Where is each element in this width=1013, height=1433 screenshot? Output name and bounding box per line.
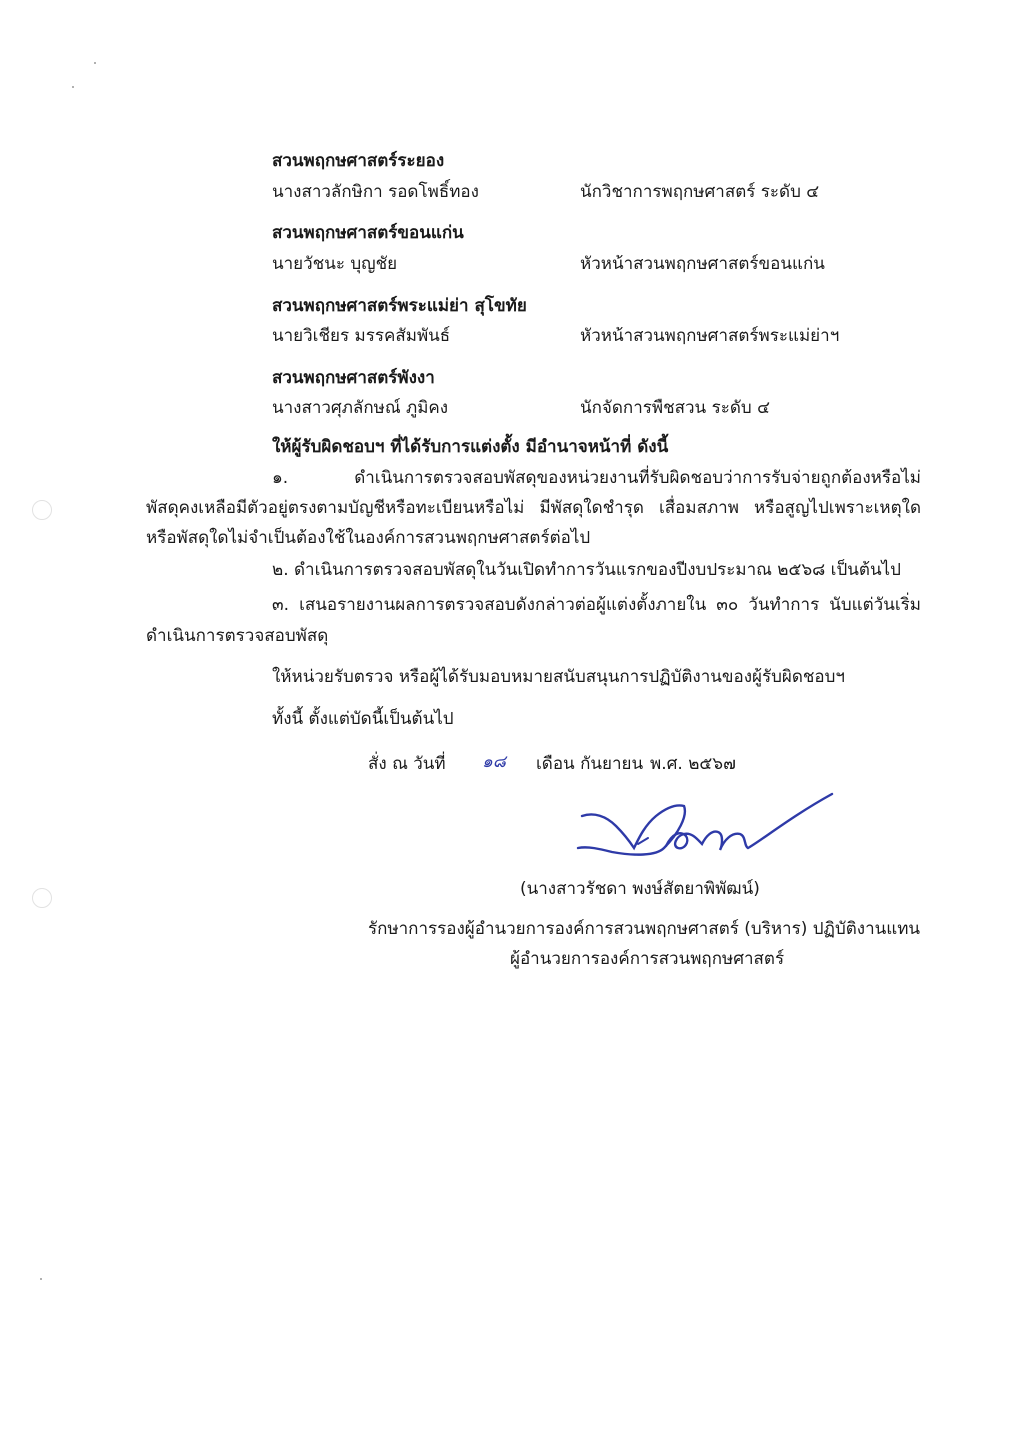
- person-position: หัวหน้าสวนพฤกษศาสตร์พระแม่ย่าฯ: [580, 326, 840, 346]
- punch-hole-mark: [32, 888, 52, 908]
- order-date-day: ๑๘: [482, 752, 506, 772]
- duty-item-1-line-2: พัสดุคงเหลือมีตัวอยู่ตรงตามบัญชีหรือทะเบียนหรือไม่ มีพัสดุใดชำรุด เสื่อมสภาพ หรือสูญไปเพราะเหตุใด: [146, 498, 921, 518]
- duty-item-3-line-1: ๓. เสนอรายงานผลการตรวจสอบดังกล่าวต่อผู้แต่งตั้งภายใน ๓๐ วันทำการ นับแต่วันเริ่ม: [272, 595, 921, 615]
- unit-name: สวนพฤกษศาสตร์ขอนแก่น: [272, 223, 464, 243]
- signatory-title-line-1: รักษาการรองผู้อำนวยการองค์การสวนพฤกษศาสตร์ (บริหาร) ปฏิบัติงานแทน: [368, 919, 921, 939]
- person-position: หัวหน้าสวนพฤกษศาสตร์ขอนแก่น: [580, 254, 825, 274]
- handwritten-signature: [572, 786, 842, 866]
- signatory-title-line-2: ผู้อำนวยการองค์การสวนพฤกษศาสตร์: [510, 949, 785, 969]
- unit-name: สวนพฤกษศาสตร์พระแม่ย่า สุโขทัย: [272, 296, 527, 316]
- unit-name: สวนพฤกษศาสตร์พังงา: [272, 368, 435, 388]
- order-date-prefix: สั่ง ณ วันที่: [368, 754, 446, 774]
- support-text: ให้หน่วยรับตรวจ หรือผู้ได้รับมอบหมายสนับสนุนการปฏิบัติงานของผู้รับผิดชอบฯ: [272, 667, 845, 687]
- effective-text: ทั้งนี้ ตั้งแต่บัดนี้เป็นต้นไป: [272, 709, 454, 729]
- person-position: นักจัดการพืชสวน ระดับ ๔: [580, 398, 770, 418]
- person-name: นายวัชนะ บุญชัย: [272, 254, 398, 274]
- signatory-name: (นางสาวรัชดา พงษ์สัตยาพิพัฒน์): [520, 879, 760, 899]
- scan-speck: [94, 62, 96, 64]
- duty-item-1-line-1: ๑. ดำเนินการตรวจสอบพัสดุของหน่วยงานที่รับผิดชอบว่าการรับจ่ายถูกต้องหรือไม่: [272, 468, 921, 488]
- person-name: นางสาวศุภลักษณ์ ภูมิคง: [272, 398, 449, 418]
- scan-speck: [72, 86, 74, 88]
- duty-item-3-line-2: ดำเนินการตรวจสอบพัสดุ: [146, 626, 329, 646]
- order-date-year: พ.ศ. ๒๕๖๗: [650, 754, 736, 774]
- unit-name: สวนพฤกษศาสตร์ระยอง: [272, 151, 445, 171]
- duties-heading: ให้ผู้รับผิดชอบฯ ที่ได้รับการแต่งตั้ง มีอำนาจหน้าที่ ดังนี้: [272, 437, 669, 457]
- duty-item-2: ๒. ดำเนินการตรวจสอบพัสดุในวันเปิดทำการวันแรกของปีงบประมาณ ๒๕๖๘ เป็นต้นไป: [272, 560, 901, 580]
- person-position: นักวิชาการพฤกษศาสตร์ ระดับ ๔: [580, 182, 820, 202]
- person-name: นางสาวลักษิกา รอดโพธิ์ทอง: [272, 182, 479, 202]
- order-date-month: เดือน กันยายน: [536, 754, 644, 774]
- scan-speck: [40, 1278, 42, 1280]
- person-name: นายวิเชียร มรรคสัมพันธ์: [272, 326, 451, 346]
- punch-hole-mark: [32, 500, 52, 520]
- duty-item-1-line-3: หรือพัสดุใดไม่จำเป็นต้องใช้ในองค์การสวนพฤกษศาสตร์ต่อไป: [146, 528, 591, 548]
